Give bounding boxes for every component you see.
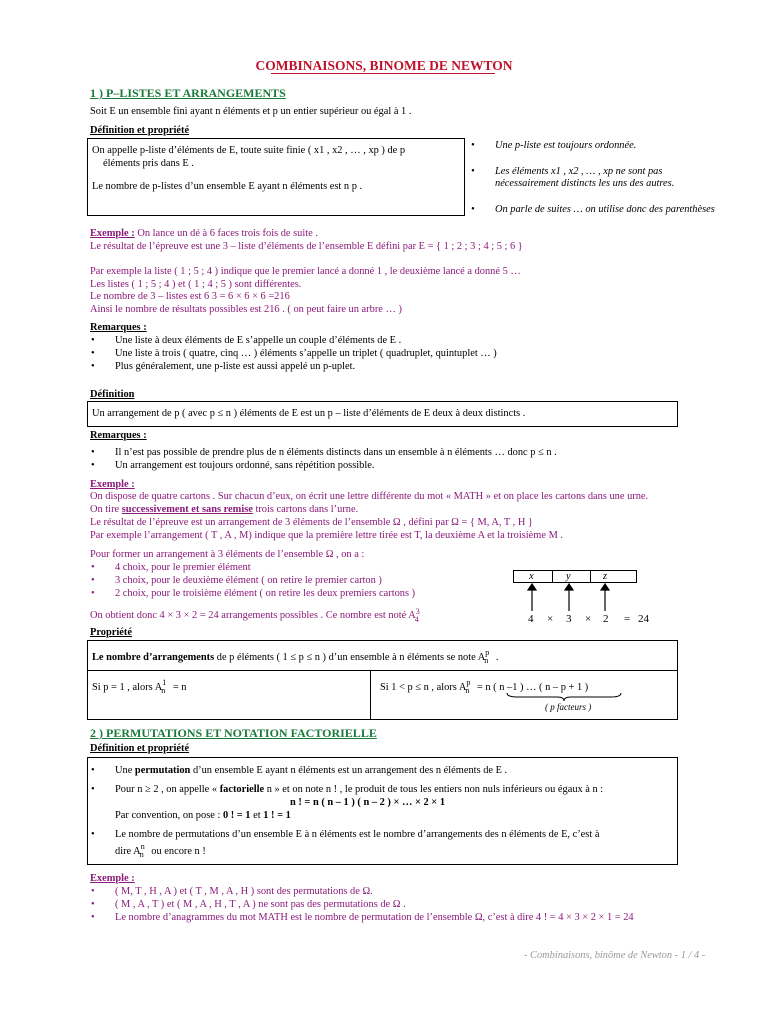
prop-label: Propriété (90, 627, 132, 638)
prop-line1: Le nombre d’arrangements de p éléments ( 1 ≤ p ≤ n ) d’un ensemble à n éléments se note $A^p_n$ . (92, 648, 499, 665)
section1-heading: 1 ) P–LISTES ET ARRANGEMENTS (90, 86, 286, 100)
example2-item: • 2 choix, pour le troisième élément ( on retire les deux premiers cartons ) (91, 588, 416, 599)
bullet-icon: • (91, 447, 95, 458)
times-2: × (585, 613, 592, 625)
example2-line2: On tire successivement et sans remise trois cartons dans l’urne. (90, 504, 359, 515)
factor-2: 2 (603, 613, 609, 625)
def-box-line3: Le nombre de p-listes d’un ensemble E ayant n éléments est n p . (92, 181, 363, 192)
def3-label: Définition et propriété (90, 743, 190, 754)
bullet-icon: • (91, 829, 95, 840)
prop-left: Si p = 1 , alors $A^1_n = n$ (92, 678, 187, 695)
page-title: COMBINAISONS, BINOME DE NEWTON (255, 58, 513, 73)
side-note-2b: nécessairement distincts les uns des autres. (495, 178, 675, 189)
example3-item: • Le nombre d’anagrammes du mot MATH est le nombre de permutation de l’ensemble Ω, c’est à dire 4 ! = 4 × 3 × 2 × 1 = 24 (91, 912, 634, 923)
bullet-icon: • (91, 886, 95, 897)
bullet-icon: • (91, 562, 95, 573)
bullet-icon: • (91, 912, 95, 923)
arrows-icon (513, 583, 637, 613)
property-hline (87, 670, 678, 671)
bullet-icon: • (471, 166, 475, 177)
bullet-icon: • (91, 765, 95, 776)
brace-label: ( p facteurs ) (545, 702, 592, 712)
property-divider (370, 670, 371, 720)
side-note-1: • Une p-liste est toujours ordonnée. (471, 140, 637, 151)
def-box-line2: éléments pris dans E . (103, 158, 194, 169)
intro-text: Soit E un ensemble fini ayant n éléments et p un entier supérieur ou égal à 1 . (90, 106, 412, 117)
bullet-icon: • (91, 575, 95, 586)
prop-right: Si 1 < p ≤ n , alors $A^p_n = n$ ( n –1 ) … ( n – p + 1 ) (380, 678, 589, 695)
remarks1-label: Remarques : (90, 322, 147, 333)
def2-box-text: Un arrangement de p ( avec p ≤ n ) éléments de E est un p – liste d’éléments de E deux à deux distincts . (92, 408, 526, 419)
brace-icon (505, 692, 623, 702)
example3-label: Exemple : (90, 873, 135, 884)
carton-row (513, 570, 637, 583)
example1-line2: Le résultat de l’épreuve est une 3 – liste d’éléments de l’ensemble E défini par E = { 1 ; 2 ; 3 ; 4 ; 5 ; 6 } (90, 241, 523, 252)
def-label: Définition et propriété (90, 125, 190, 136)
def-box-line1: On appelle p-liste d’éléments de E, toute suite finie ( x1 , x2 , … , xp ) de p (92, 145, 406, 156)
equals: = (624, 613, 631, 625)
example1-line4: Les listes ( 1 ; 5 ; 4 ) et ( 1 ; 4 ; 5 ) sont différentes. (90, 279, 302, 290)
example2-line3: Le résultat de l’épreuve est un arrangement de 3 éléments de l’ensemble Ω , défini par Ω = { M, A, T , H } (90, 517, 533, 528)
bullet-icon: • (471, 204, 475, 215)
example1-line6: Ainsi le nombre de résultats possibles est 216 . ( on peut faire un arbre … ) (90, 304, 402, 315)
factorial-formula: n ! = n ( n – 1 ) ( n – 2 ) × … × 2 × 1 (290, 797, 446, 808)
def2-label: Définition (90, 389, 135, 400)
remark2-item: • Un arrangement est toujours ordonné, sans répétition possible. (91, 460, 375, 471)
example2-label: Exemple : (90, 479, 135, 490)
carton-y: y (566, 571, 571, 582)
times-1: × (547, 613, 554, 625)
section2-heading: 2 ) PERMUTATIONS ET NOTATION FACTORIELLE (90, 726, 377, 740)
factorial-convention: Par convention, on pose : 0 ! = 1 et 1 ! = 1 (115, 810, 291, 821)
bullet-icon: • (471, 140, 475, 151)
example1-line3: Par exemple la liste ( 1 ; 5 ; 4 ) indique que le premier lancé a donné 1 , le deuxième lancé a donné 5 … (90, 266, 521, 277)
bullet-icon: • (91, 588, 95, 599)
remarks2-label: Remarques : (90, 430, 147, 441)
bullet-icon: • (91, 348, 95, 359)
perm-item-1: • Une permutation d’un ensemble E ayant n éléments est un arrangement des n éléments de E . (91, 765, 508, 776)
remark1-item: • Plus généralement, une p-liste est aussi appelé un p-uplet. (91, 361, 356, 372)
page-footer: - Combinaisons, binôme de Newton - 1 / 4 - (524, 950, 706, 961)
side-note-3: • On parle de suites … on utilise donc des parenthèses (471, 204, 715, 215)
example2-line1: On dispose de quatre cartons . Sur chacun d’eux, on écrit une lettre différente du mot « MATH » et on place les cartons dans une urne. (90, 491, 649, 502)
perm-item-3: • Le nombre de permutations d’un ensemble E à n éléments est le nombre d’arrangements des n éléments de E, c’est à (91, 829, 600, 840)
result-24: 24 (638, 613, 649, 625)
bullet-icon: • (91, 460, 95, 471)
side-note-2: • Les éléments x1 , x2 , … , xp ne sont pas (471, 166, 663, 177)
example3-item: • ( M , A , T ) et ( M , A , H , T , A ) ne sont pas des permutations de Ω . (91, 899, 406, 910)
perm-item-3b: dire $A^n_n$ ou encore n ! (115, 842, 206, 859)
example2-line6: On obtient donc 4 × 3 × 2 = 24 arrangements possibles . Ce nombre est noté $A^3_4$ (90, 607, 420, 624)
perm-item-2: • Pour n ≥ 2 , on appelle « factorielle n » et on note n ! , le produit de tous les entiers non nuls inférieurs ou égaux à n : (91, 784, 604, 795)
example2-line5: Pour former un arrangement à 3 éléments de l’ensemble Ω , on a : (90, 549, 365, 560)
example2-item: • 3 choix, pour le deuxième élément ( on retire le premier carton ) (91, 575, 382, 586)
bullet-icon: • (91, 335, 95, 346)
example1-line5: Le nombre de 3 – listes est 6 3 = 6 × 6 × 6 =216 (90, 291, 290, 302)
carton-x: x (529, 571, 534, 582)
factor-4: 4 (528, 613, 534, 625)
remark1-item: • Une liste à trois ( quatre, cinq … ) éléments s’appelle un triplet ( quadruplet, quintuplet … ) (91, 348, 497, 359)
bullet-icon: • (91, 361, 95, 372)
example2-line4: Par exemple l’arrangement ( T , A , M) indique que la première lettre tirée est T, la deuxième A et la troisième M . (90, 530, 564, 541)
example1-line1: Exemple : On lance un dé à 6 faces trois fois de suite . (90, 228, 318, 239)
remark2-item: • Il n’est pas possible de prendre plus de n éléments distincts dans un ensemble à n éléments … donc p ≤ n . (91, 447, 557, 458)
example2-item: • 4 choix, pour le premier élément (91, 562, 251, 573)
example3-item: • ( M, T , H , A ) et ( T , M , A , H ) sont des permutations de Ω. (91, 886, 373, 897)
carton-z: z (603, 571, 608, 582)
title-underline (271, 73, 495, 74)
bullet-icon: • (91, 784, 95, 795)
remark1-item: • Une liste à deux éléments de E s’appelle un couple d’éléments de E . (91, 335, 402, 346)
bullet-icon: • (91, 899, 95, 910)
factor-3: 3 (566, 613, 572, 625)
